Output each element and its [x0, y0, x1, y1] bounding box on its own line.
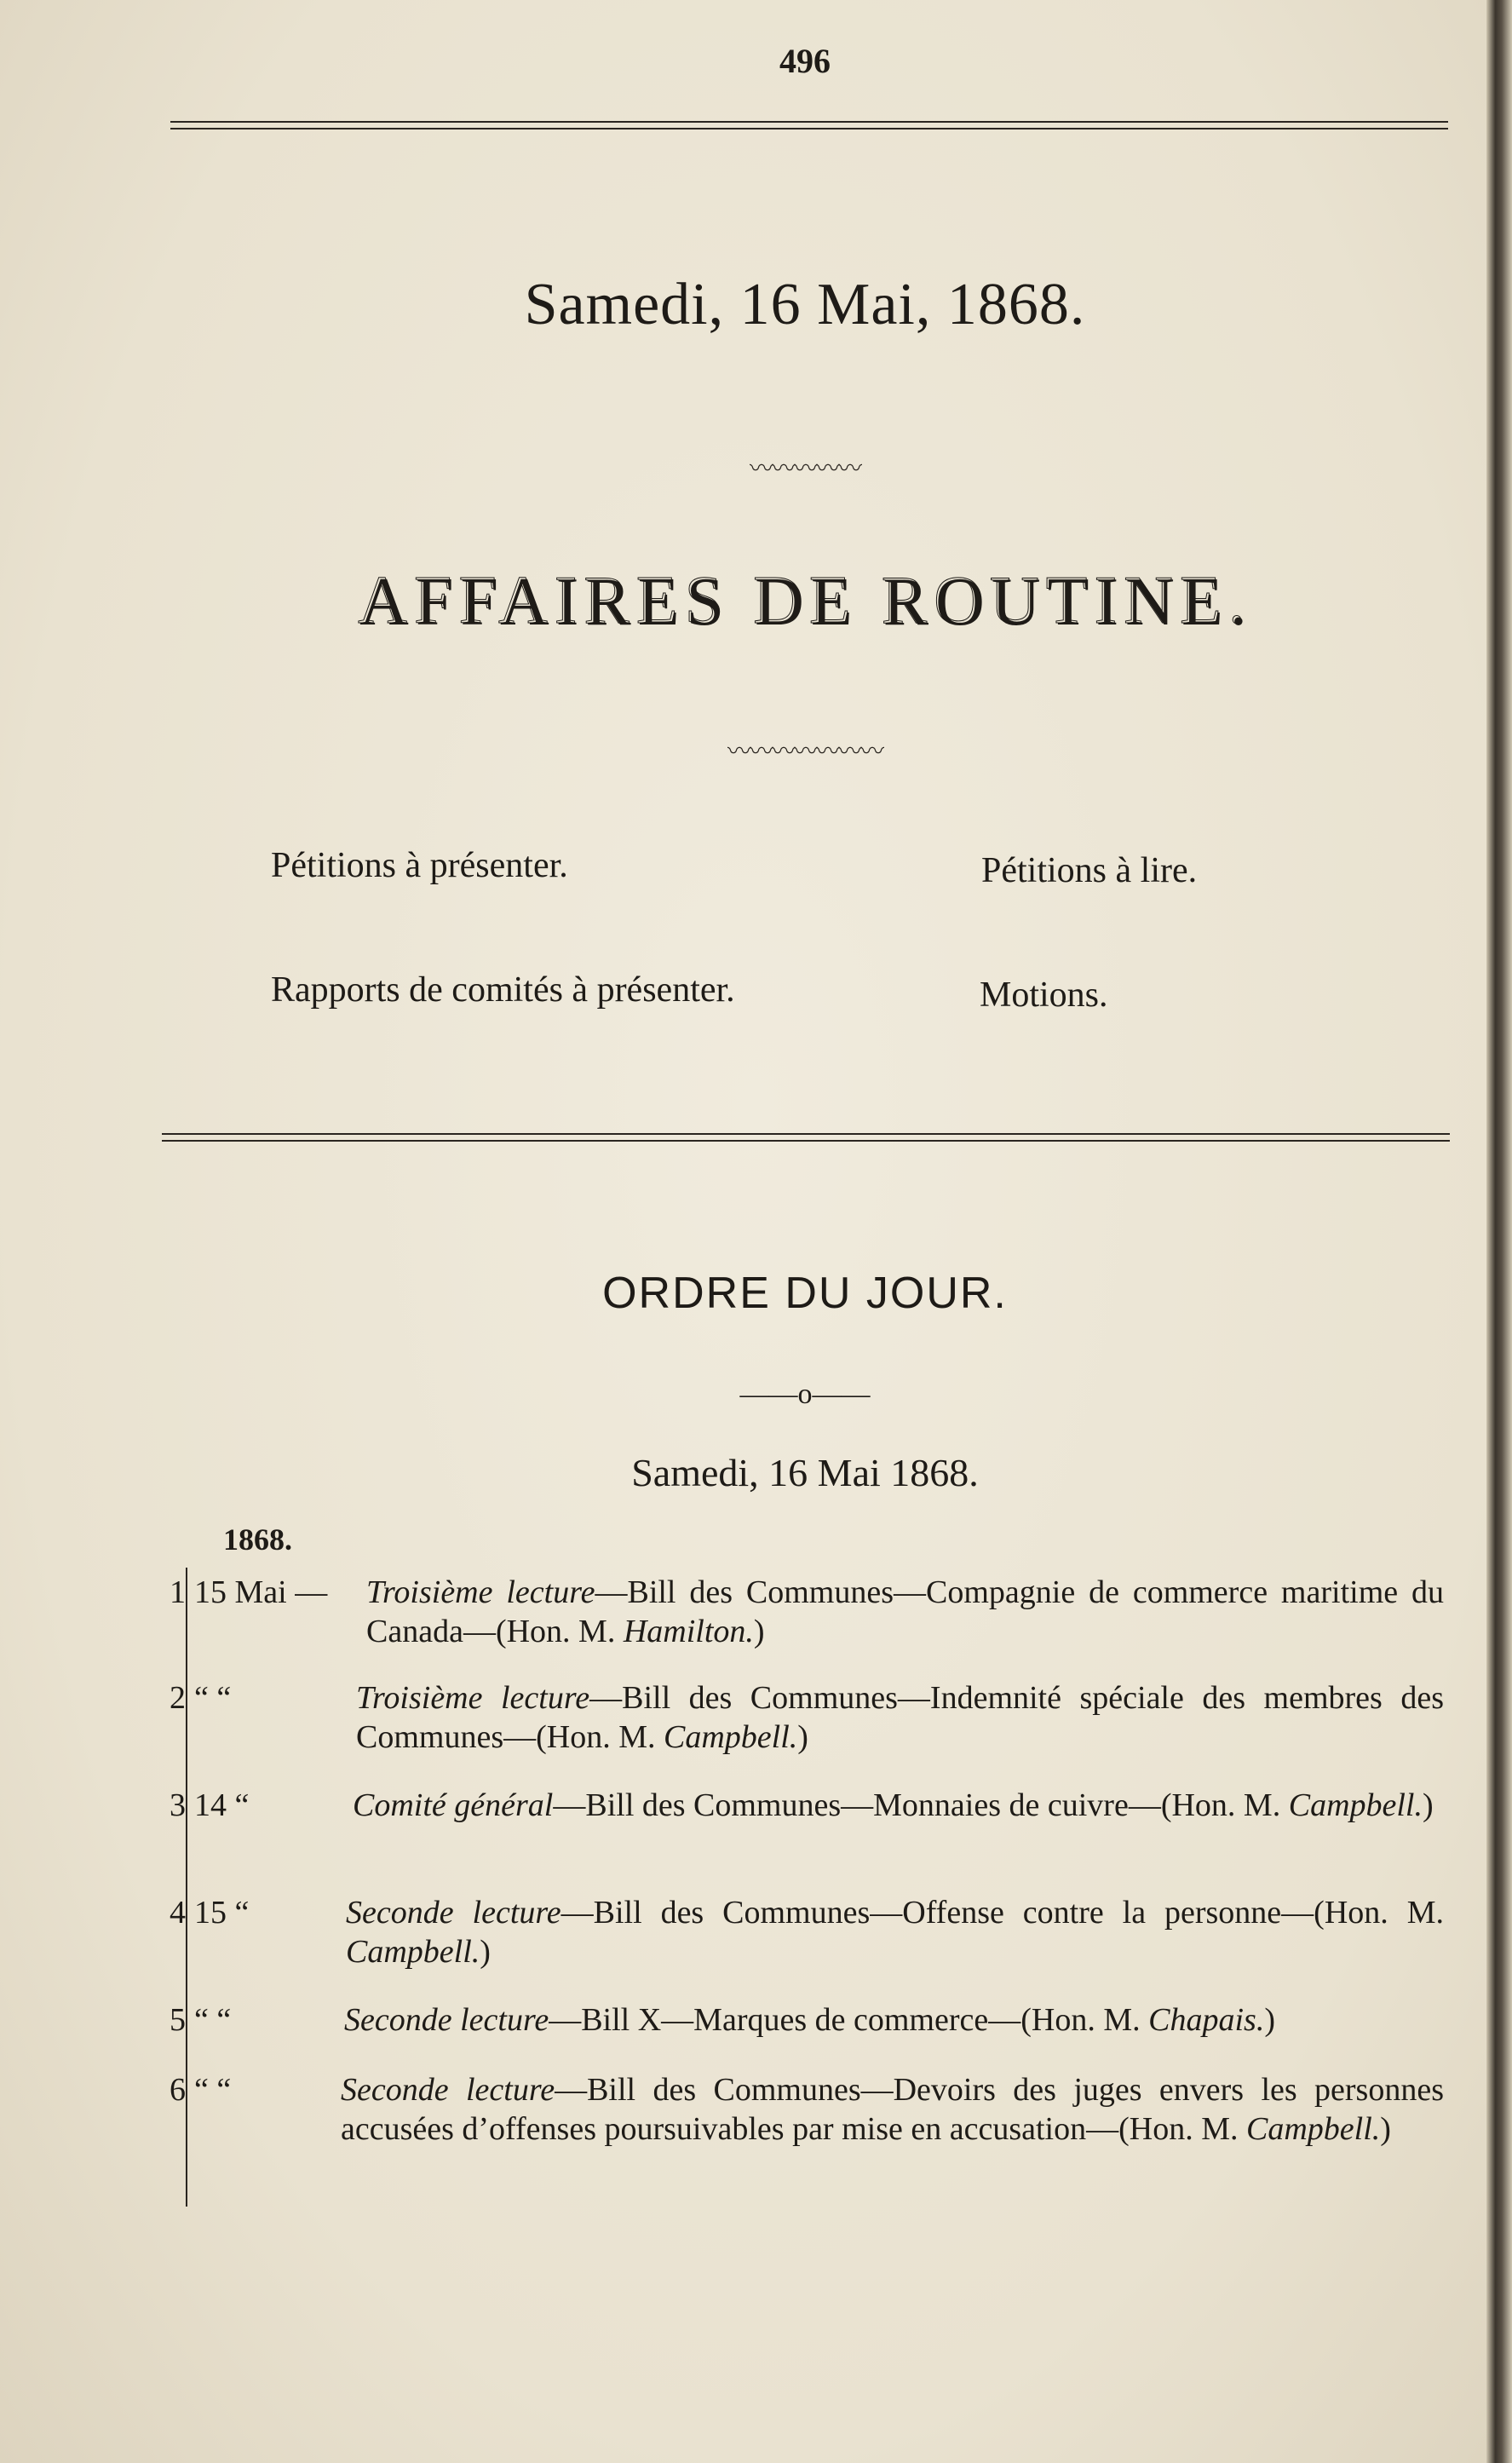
binding-edge [1486, 0, 1512, 2463]
order-number: 3 [170, 1787, 186, 1823]
mover-name: Campbell. [664, 1719, 798, 1755]
order-number: 5 [170, 2002, 186, 2038]
mover-name: Hamilton. [623, 1614, 754, 1649]
order-description: Seconde lecture—Bill des Communes—Offense contre la personne—(Hon. M. Campbell.) [346, 1895, 1444, 1970]
order-date: “ “ [194, 2072, 232, 2108]
reading-stage: Seconde lecture [341, 2072, 555, 2108]
mover-name: Campbell. [1245, 2111, 1381, 2147]
reading-stage: Troisième lecture [356, 1680, 590, 1716]
order-number: 4 [170, 1895, 186, 1931]
reading-stage: Troisième lecture [366, 1574, 595, 1610]
reading-stage: Comité général [353, 1787, 554, 1823]
mover-name: Campbell. [346, 1934, 480, 1970]
order-description: Comité général—Bill des Communes—Monnaies de cuivre—(Hon. M. Campbell.) [353, 1787, 1434, 1823]
top-rule [170, 121, 1448, 123]
order-text: —Bill des Communes—Indemnité spéciale des membres des Communes—(Hon. M. [356, 1680, 1444, 1755]
ordre-year: 1868. [223, 1522, 292, 1557]
order-date: “ “ [194, 1680, 232, 1716]
mover-name: Campbell. [1288, 1787, 1423, 1823]
routine-item-petitions-present: Pétitions à présenter. [271, 846, 568, 885]
order-text: —Bill des Communes—Monnaies de cuivre—(Hon. M. [553, 1787, 1289, 1823]
page-number: 496 [779, 42, 831, 80]
routine-heading: AFFAIRES DE ROUTINE. [358, 563, 1252, 638]
middle-rule [162, 1133, 1450, 1135]
reading-stage: Seconde lecture [344, 2002, 549, 2038]
order-number: 2 [170, 1680, 186, 1716]
order-description: Troisième lecture—Bill des Communes—Indemnité spéciale des membres des Communes—(Hon. M. Campbell.) [356, 1680, 1444, 1755]
reading-stage: Seconde lecture [346, 1895, 561, 1931]
order-text: —Bill X—Marques de commerce—(Hon. M. [549, 2002, 1149, 2038]
ordre-date: Samedi, 16 Mai 1868. [631, 1451, 979, 1494]
order-date: “ “ [194, 2002, 232, 2038]
order-text: —Bill des Communes—Compagnie de commerce maritime du Canada—(Hon. M. [366, 1574, 1444, 1649]
order-number: 1 [170, 1574, 186, 1610]
margin-line [186, 1568, 187, 2207]
order-description: Seconde lecture—Bill X—Marques de commerce—(Hon. M. Chapais.) [344, 2002, 1275, 2038]
order-description: Troisième lecture—Bill des Communes—Compagnie de commerce maritime du Canada—(Hon. M. Hamilton.) [366, 1574, 1444, 1649]
ornament-divider: 〰〰〰〰〰 [749, 456, 860, 482]
ornament-divider: 〰〰〰〰〰〰〰 [727, 739, 882, 765]
order-date: 14 “ [194, 1787, 250, 1823]
routine-item-reports: Rapports de comités à présenter. [271, 970, 735, 1010]
order-text: —Bill des Communes—Offense contre la personne—(Hon. M. [561, 1895, 1444, 1931]
ordre-divider: ——o—— [739, 1378, 871, 1410]
order-text: —Bill des Communes—Devoirs des juges envers les personnes accusées d’offenses poursuivables par mise en accusation—(Hon. M. [341, 2072, 1445, 2147]
ordre-title: ORDRE DU JOUR. [602, 1269, 1008, 1318]
order-description: Seconde lecture—Bill des Communes—Devoirs des juges envers les personnes accusées d’offenses poursuivables par mise en accusation—(Hon. M. Campbell.) [341, 2072, 1445, 2147]
order-date: 15 Mai — [194, 1574, 328, 1610]
order-number: 6 [170, 2072, 186, 2108]
routine-item-motions: Motions. [980, 975, 1108, 1015]
mover-name: Chapais. [1148, 2002, 1265, 2038]
routine-item-petitions-read: Pétitions à lire. [981, 851, 1198, 890]
date-heading: Samedi, 16 Mai, 1868. [524, 272, 1086, 337]
order-date: 15 “ [194, 1895, 250, 1931]
